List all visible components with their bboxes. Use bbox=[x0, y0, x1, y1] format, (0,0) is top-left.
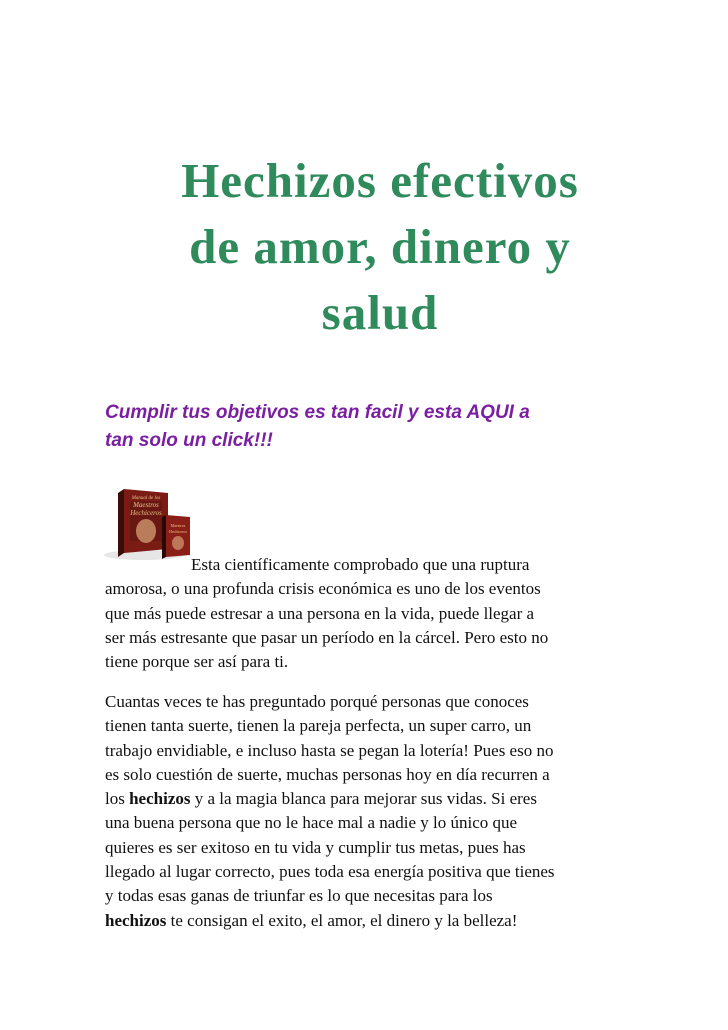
text-line: tienen tanta suerte, tienen la pareja perfecta, un super carro, un bbox=[105, 716, 532, 736]
text-line bbox=[105, 787, 665, 811]
ebook-cover-icon[interactable] bbox=[104, 487, 196, 563]
text-line: es solo cuestión de suerte, muchas personas hoy en día recurren a bbox=[105, 764, 550, 784]
text-line: quieres es ser exitoso en tu vida y cumplir tus metas, pues has bbox=[105, 837, 526, 857]
svg-text:Hechiceros: Hechiceros bbox=[169, 529, 187, 534]
text-line bbox=[105, 909, 665, 933]
text-line: amorosa, o una profunda crisis económica es uno de los eventos bbox=[105, 579, 541, 599]
text-line: Esta científicamente comprobado que una ruptura bbox=[191, 555, 530, 574]
text-line: que más puede estresar a una persona en la vida, puede llegar a bbox=[105, 603, 535, 623]
text-line: ser más estresante que pasar un período en la cárcel. Pero esto no bbox=[105, 627, 549, 647]
page-title bbox=[100, 148, 660, 346]
promo-line[interactable]: tan solo un click!!! bbox=[105, 430, 273, 451]
keyword-link[interactable]: hechizos bbox=[129, 789, 191, 809]
title-line: Hechizos efectivos bbox=[181, 153, 579, 208]
intro-paragraph bbox=[105, 553, 665, 674]
text-line: tiene porque ser así para ti. bbox=[105, 652, 289, 672]
text-fragment: los bbox=[105, 789, 130, 809]
svg-text:Maestros: Maestros bbox=[133, 501, 159, 509]
text-line: trabajo envidiable, e incluso hasta se pegan la lotería! Pues eso no bbox=[105, 740, 554, 760]
svg-text:Hechiceros: Hechiceros bbox=[130, 509, 162, 517]
text-fragment: te consigan el exito, el amor, el dinero y la belleza! bbox=[166, 910, 518, 930]
promo-line[interactable]: Cumplir tus objetivos es tan facil y esta AQUI a bbox=[105, 402, 530, 423]
svg-text:Maestros: Maestros bbox=[170, 523, 186, 528]
title-line: de amor, dinero y bbox=[189, 219, 571, 274]
promo-link[interactable] bbox=[105, 399, 665, 455]
body-paragraph bbox=[105, 690, 665, 933]
text-line: y todas esas ganas de triunfar es lo que necesitas para los bbox=[105, 886, 493, 906]
text-line: llegado al lugar correcto, pues toda esa energía positiva que tienes bbox=[105, 862, 555, 882]
svg-text:Manual de los: Manual de los bbox=[131, 496, 161, 501]
text-line: Cuantas veces te has preguntado porqué personas que conoces bbox=[105, 692, 529, 711]
text-fragment: y a la magia blanca para mejorar sus vidas. Si eres bbox=[190, 789, 537, 809]
text-line: una buena persona que no le hace mal a nadie y lo único que bbox=[105, 813, 518, 833]
title-line: salud bbox=[321, 285, 439, 340]
keyword-link[interactable]: hechizos bbox=[105, 910, 167, 930]
